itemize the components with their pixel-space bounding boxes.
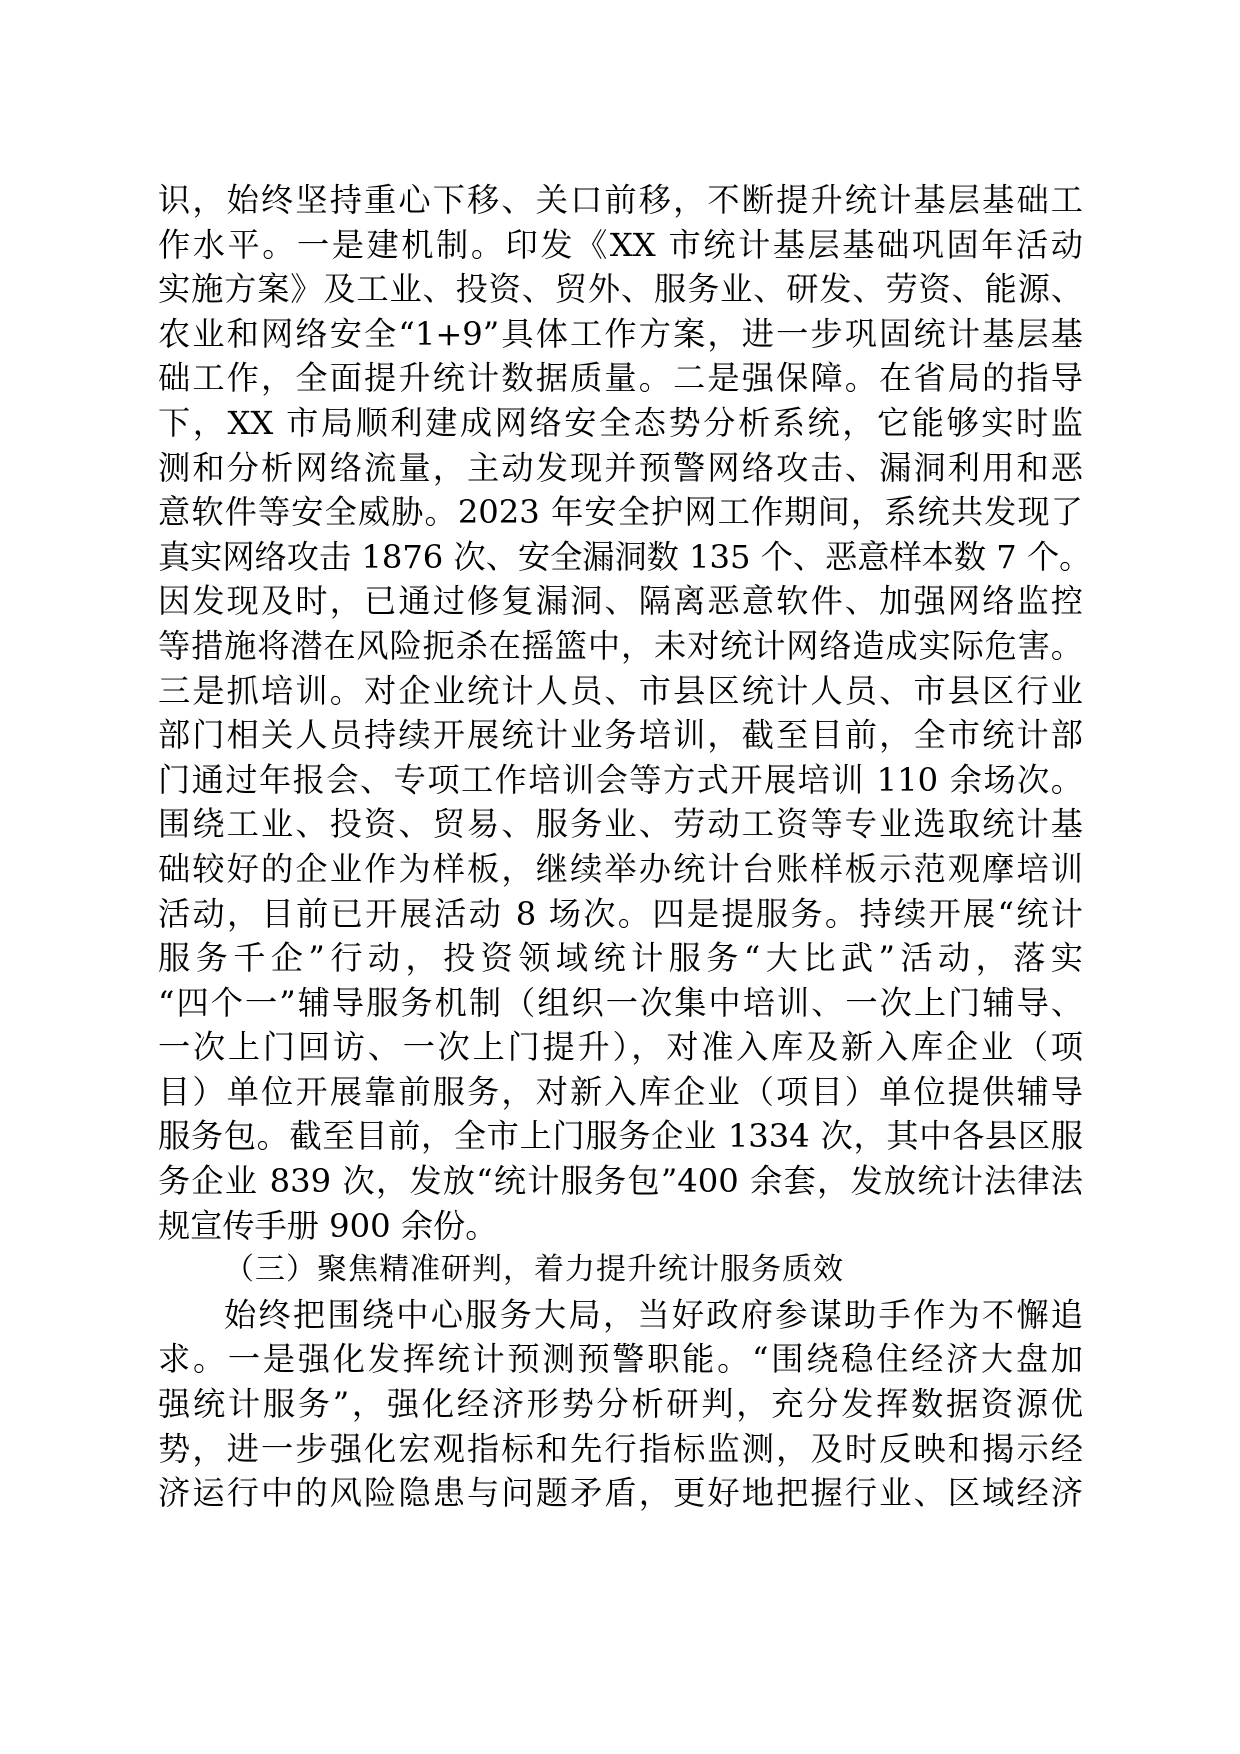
text-line: 服务千企”行动，投资领域统计服务“大比武”活动，落实	[158, 939, 1083, 978]
document-body	[158, 178, 1092, 1516]
text-line: 一次上门回访、一次上门提升），对准入库及新入库企业（项	[158, 1028, 1083, 1067]
paragraph-statistics-foundation	[158, 178, 1092, 1248]
text-line: 门通过年报会、专项工作培训会等方式开展培训 110 余场次。	[158, 760, 1083, 799]
text-line: 实施方案》及工业、投资、贸外、服务业、研发、劳资、能源、	[158, 270, 1083, 309]
text-line: 目）单位开展靠前服务，对新入库企业（项目）单位提供辅导	[158, 1072, 1083, 1111]
text-line: 下，XX 市局顺利建成网络安全态势分析系统，它能够实时监	[158, 403, 1083, 442]
text-line: 势，进一步强化宏观指标和先行指标监测，及时反映和揭示经	[158, 1429, 1083, 1468]
text-line: 始终把围绕中心服务大局，当好政府参谋助手作为不懈追	[224, 1295, 1083, 1334]
section-heading: （三）聚焦精准研判，着力提升统计服务质效	[224, 1252, 844, 1288]
text-line: 规宣传手册 900 余份。	[158, 1206, 498, 1245]
text-line: 济运行中的风险隐患与问题矛盾，更好地把握行业、区域经济	[158, 1474, 1083, 1513]
text-line: 求。一是强化发挥统计预测预警职能。“围绕稳住经济大盘加	[158, 1340, 1083, 1379]
text-line: 因发现及时，已通过修复漏洞、隔离恶意软件、加强网络监控	[158, 582, 1083, 621]
text-line: 活动，目前已开展活动 8 场次。四是提服务。持续开展“统计	[158, 894, 1083, 933]
text-line: “四个一”辅导服务机制（组织一次集中培训、一次上门辅导、	[158, 983, 1083, 1022]
text-line: 作水平。一是建机制。印发《XX 市统计基层基础巩固年活动	[158, 225, 1083, 264]
text-line: 强统计服务”，强化经济形势分析研判，充分发挥数据资源优	[158, 1385, 1083, 1424]
text-line: 识，始终坚持重心下移、关口前移，不断提升统计基层基础工	[158, 181, 1083, 219]
text-line: 围绕工业、投资、贸易、服务业、劳动工资等专业选取统计基	[158, 805, 1083, 844]
text-line: 部门相关人员持续开展统计业务培训，截至目前，全市统计部	[158, 716, 1083, 755]
paragraph-precise-analysis	[158, 1293, 1083, 1516]
text-line: 服务包。截至目前，全市上门服务企业 1334 次，其中各县区服	[158, 1117, 1083, 1156]
text-line: 三是抓培训。对企业统计人员、市县区统计人员、市县区行业	[158, 671, 1083, 710]
text-line: 础较好的企业作为样板，继续举办统计台账样板示范观摩培训	[158, 849, 1083, 888]
text-line: 真实网络攻击 1876 次、安全漏洞数 135 个、恶意样本数 7 个。	[158, 537, 1092, 576]
text-line: 意软件等安全威胁。2023 年安全护网工作期间，系统共发现了	[158, 493, 1083, 532]
text-line: 务企业 839 次，发放“统计服务包”400 余套，发放统计法律法	[158, 1162, 1083, 1201]
text-line: 农业和网络安全“1+9”具体工作方案，进一步巩固统计基层基	[158, 314, 1083, 353]
text-line: 等措施将潜在风险扼杀在摇篮中，未对统计网络造成实际危害。	[158, 626, 1083, 665]
text-line: 测和分析网络流量，主动发现并预警网络攻击、漏洞利用和恶	[158, 448, 1083, 487]
text-line: 础工作，全面提升统计数据质量。二是强保障。在省局的指导	[158, 359, 1083, 398]
